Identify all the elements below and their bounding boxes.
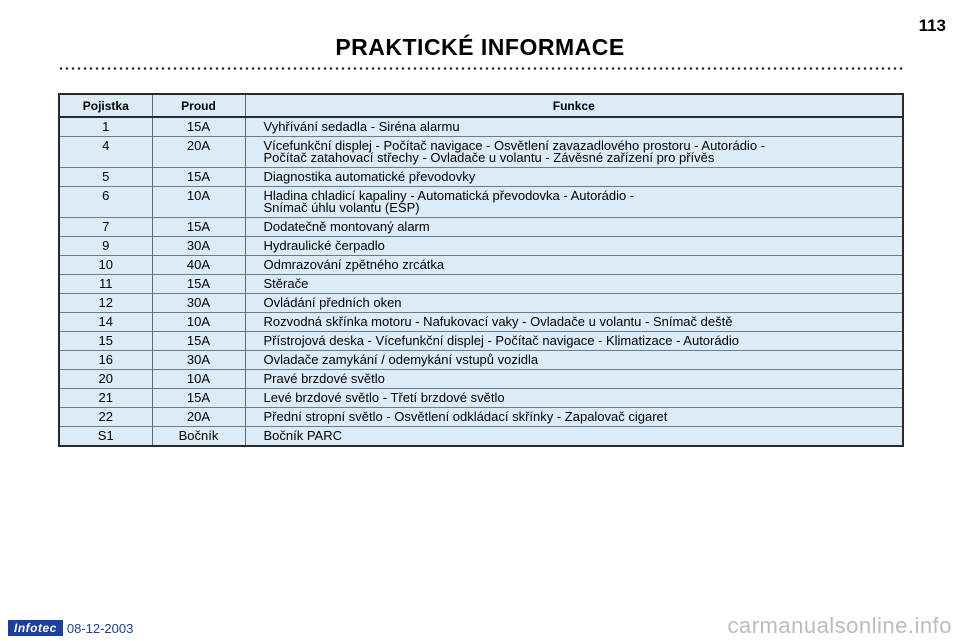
fuse-function: Přístrojová deska - Vícefunkční displej - Počítač navigace - Klimatizace - Autorádio bbox=[245, 332, 903, 351]
fuse-function: Diagnostika automatické převodovky bbox=[245, 168, 903, 187]
fuse-current: 10A bbox=[152, 187, 245, 218]
fuse-table-body bbox=[59, 117, 903, 446]
page-title: PRAKTICKÉ INFORMACE bbox=[335, 34, 625, 60]
table-row bbox=[59, 168, 903, 187]
fuse-number: S1 bbox=[59, 427, 152, 447]
dotted-divider bbox=[58, 66, 904, 71]
fuse-function: Ovládání předních oken bbox=[245, 294, 903, 313]
table-row bbox=[59, 351, 903, 370]
table-row bbox=[59, 370, 903, 389]
fuse-number: 10 bbox=[59, 256, 152, 275]
fuse-number: 15 bbox=[59, 332, 152, 351]
header-current: Proud bbox=[152, 94, 245, 117]
fuse-number: 6 bbox=[59, 187, 152, 218]
fuse-current: 15A bbox=[152, 389, 245, 408]
table-row bbox=[59, 294, 903, 313]
fuse-current: 10A bbox=[152, 313, 245, 332]
fuse-function: Odmrazování zpětného zrcátka bbox=[245, 256, 903, 275]
fuse-current: 40A bbox=[152, 256, 245, 275]
fuse-function: Hladina chladicí kapaliny - Automatická převodovka - Autorádio - Snímač úhlu volantu (ESP) bbox=[245, 187, 903, 218]
page-number: 113 bbox=[918, 16, 946, 35]
table-row bbox=[59, 313, 903, 332]
fuse-function: Levé brzdové světlo - Třetí brzdové světlo bbox=[245, 389, 903, 408]
fuse-table bbox=[58, 93, 904, 447]
fuse-function: Vyhřívání sedadla - Siréna alarmu bbox=[245, 117, 903, 137]
fuse-number: 5 bbox=[59, 168, 152, 187]
fuse-number: 4 bbox=[59, 137, 152, 168]
fuse-current: 15A bbox=[152, 117, 245, 137]
watermark: carmanualsonline.info bbox=[727, 613, 952, 638]
fuse-number: 22 bbox=[59, 408, 152, 427]
fuse-function: Rozvodná skřínka motoru - Nafukovací vaky - Ovladače u volantu - Snímač deště bbox=[245, 313, 903, 332]
fuse-number: 20 bbox=[59, 370, 152, 389]
fuse-number: 11 bbox=[59, 275, 152, 294]
footer bbox=[8, 620, 133, 636]
header-fuse: Pojistka bbox=[59, 94, 152, 117]
fuse-current: 30A bbox=[152, 237, 245, 256]
footer-date: 08-12-2003 bbox=[66, 620, 134, 636]
fuse-current: 20A bbox=[152, 408, 245, 427]
fuse-number: 12 bbox=[59, 294, 152, 313]
fuse-number: 1 bbox=[102, 119, 110, 134]
table-header-row bbox=[59, 94, 903, 117]
fuse-function: Vícefunkční displej - Počítač navigace - Osvětlení zavazadlového prostoru - Autorádio - Počítač zatahovací střechy - Ovladače u volantu - Závěsné zařízení pro přívěs bbox=[245, 137, 903, 168]
table-row bbox=[59, 427, 903, 447]
fuse-current: 15A bbox=[152, 218, 245, 237]
table-row bbox=[59, 117, 903, 137]
table-row bbox=[59, 137, 903, 168]
infotec-logo: Infotec bbox=[8, 620, 63, 636]
table-row bbox=[59, 237, 903, 256]
fuse-function: Bočník PARC bbox=[245, 427, 903, 447]
fuse-current: 15A bbox=[152, 332, 245, 351]
fuse-function: Přední stropní světlo - Osvětlení odkládací skřínky - Zapalovač cigaret bbox=[245, 408, 903, 427]
fuse-function: Stěrače bbox=[245, 275, 903, 294]
fuse-current: Bočník bbox=[152, 427, 245, 447]
fuse-number: 14 bbox=[59, 313, 152, 332]
fuse-function: Dodatečně montovaný alarm bbox=[245, 218, 903, 237]
table-row bbox=[59, 408, 903, 427]
fuse-current: 15A bbox=[152, 275, 245, 294]
fuse-number: 21 bbox=[59, 389, 152, 408]
fuse-number: 7 bbox=[59, 218, 152, 237]
table-row bbox=[59, 256, 903, 275]
table-row bbox=[59, 389, 903, 408]
fuse-current: 15A bbox=[152, 168, 245, 187]
fuse-function: Ovladače zamykání / odemykání vstupů vozidla bbox=[245, 351, 903, 370]
table-row bbox=[59, 187, 903, 218]
fuse-current: 20A bbox=[152, 137, 245, 168]
fuse-number: 9 bbox=[59, 237, 152, 256]
fuse-number: 16 bbox=[59, 351, 152, 370]
table-row bbox=[59, 332, 903, 351]
fuse-current: 30A bbox=[152, 351, 245, 370]
table-row bbox=[59, 275, 903, 294]
fuse-current: 10A bbox=[152, 370, 245, 389]
fuse-function: Hydraulické čerpadlo bbox=[245, 237, 903, 256]
fuse-function: Pravé brzdové světlo bbox=[245, 370, 903, 389]
fuse-current: 30A bbox=[152, 294, 245, 313]
header-function: Funkce bbox=[245, 94, 903, 117]
table-row bbox=[59, 218, 903, 237]
